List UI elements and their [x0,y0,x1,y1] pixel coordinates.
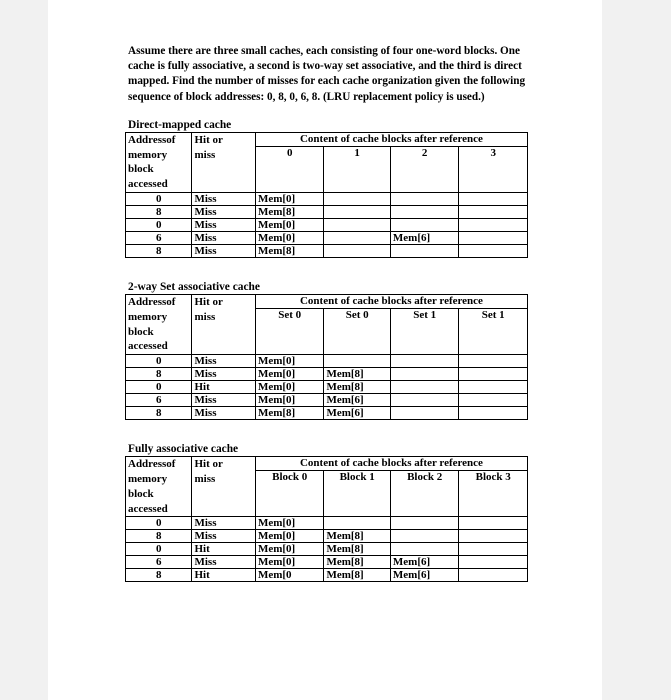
header-address [126,295,192,355]
content-cell [459,193,528,206]
header-hit-or-miss-line: Hit or [194,296,223,308]
hit-miss-cell: Miss [192,530,255,543]
header-address [126,132,192,192]
header-address [126,457,192,517]
content-cell [459,556,528,569]
header-address-line: Addressof [128,458,176,471]
fully-associative-section [128,443,532,582]
content-cell: Mem[8] [324,543,390,556]
content-cell [459,355,528,368]
content-cell: Mem[0] [255,219,324,232]
content-cell: Mem[0] [255,543,324,556]
fully-associative-title: Fully associative cache [128,443,239,456]
hit-miss-cell: Hit [192,543,255,556]
content-cell [459,543,528,556]
content-cell [390,543,459,556]
content-cell: Mem[0] [255,381,324,394]
address-cell: 8 [126,569,192,582]
header-address-line: memory [128,310,168,323]
content-cell [459,530,528,543]
address-cell: 6 [126,556,192,569]
table-row [126,530,528,543]
hit-miss-cell: Miss [192,245,255,258]
hit-miss-cell: Miss [192,517,255,530]
content-cell [390,381,459,394]
document-content [128,44,532,582]
content-cell: Mem[6] [390,232,459,245]
content-cell [324,232,390,245]
content-cell [324,193,390,206]
address-cell: 0 [126,517,192,530]
content-cell [324,206,390,219]
content-cell [324,219,390,232]
header-address-line: block [128,487,154,500]
header-hit-or-miss-line: miss [194,310,216,323]
address-cell: 6 [126,232,192,245]
table-row [126,245,528,258]
hit-miss-cell: Miss [192,219,255,232]
column-label: Block 0 [255,471,324,517]
content-cell [390,193,459,206]
table-row [126,394,528,407]
content-cell: Mem[6] [324,407,390,420]
header-address-line: accessed [128,340,168,353]
header-content: Content of cache blocks after reference [255,457,527,471]
table-row [126,232,528,245]
address-cell: 0 [126,219,192,232]
document-page [48,0,602,700]
column-label: Set 0 [324,309,390,355]
table-row [126,543,528,556]
content-cell: Mem[8] [255,245,324,258]
content-cell: Mem[8] [324,556,390,569]
content-cell: Mem[0] [255,394,324,407]
hit-miss-cell: Miss [192,232,255,245]
hit-miss-cell: Hit [192,569,255,582]
hit-miss-cell: Miss [192,556,255,569]
content-cell [390,368,459,381]
address-cell: 0 [126,355,192,368]
table-row [126,407,528,420]
column-label: 3 [459,147,528,193]
header-address-line: memory [128,472,168,485]
content-cell [390,530,459,543]
header-hit-or-miss [192,295,255,355]
content-cell [390,407,459,420]
hit-miss-cell: Miss [192,368,255,381]
content-cell: Mem[8] [255,407,324,420]
hit-miss-cell: Hit [192,381,255,394]
address-cell: 0 [126,381,192,394]
content-cell [324,245,390,258]
header-address-line: Addressof [128,296,176,308]
address-cell: 8 [126,368,192,381]
column-label: 0 [255,147,324,193]
content-cell: Mem[8] [324,569,390,582]
table-row [126,219,528,232]
hit-miss-cell: Miss [192,394,255,407]
hit-miss-cell: Miss [192,355,255,368]
table-row [126,206,528,219]
address-cell: 0 [126,193,192,206]
content-cell [459,394,528,407]
table-row [126,381,528,394]
content-cell [390,219,459,232]
content-cell: Mem[0 [255,569,324,582]
address-cell: 6 [126,394,192,407]
content-cell: Mem[0] [255,193,324,206]
header-hit-or-miss [192,457,255,517]
direct-mapped-section [128,119,532,258]
two-way-section [128,281,532,420]
column-label: 2 [390,147,459,193]
content-cell: Mem[0] [255,530,324,543]
content-cell [390,394,459,407]
column-label: Block 1 [324,471,390,517]
problem-statement: Assume there are three small caches, each consisting of four one-word blocks. One cache is fully associative, a second is two-way set associative, and the third is direct mapped. Find the number of misses for each cache organization given the following sequence of block addresses: 0, 8, 0, 6, 8. (LRU replacement policy is used.) [128,45,526,103]
content-cell [459,407,528,420]
address-cell: 8 [126,530,192,543]
content-cell: Mem[8] [324,381,390,394]
header-hit-or-miss-line: Hit or [194,458,223,471]
column-label: Block 3 [459,471,528,517]
content-cell: Mem[0] [255,232,324,245]
fully-associative-table [125,456,528,582]
direct-mapped-title: Direct-mapped cache [128,118,232,131]
content-cell: Mem[0] [255,517,324,530]
content-cell [390,206,459,219]
column-label: Set 1 [390,309,459,355]
header-address-line: accessed [128,178,168,191]
content-cell: Mem[8] [324,368,390,381]
header-hit-or-miss-line: miss [194,148,216,161]
hit-miss-cell: Miss [192,206,255,219]
content-cell [459,381,528,394]
content-cell: Mem[6] [390,556,459,569]
table-row [126,556,528,569]
header-address-line: accessed [128,502,168,515]
content-cell [324,517,390,530]
header-address-line: block [128,163,154,176]
address-cell: 8 [126,407,192,420]
content-cell: Mem[8] [324,530,390,543]
address-cell: 8 [126,245,192,258]
header-address-line: memory [128,148,168,161]
content-cell [324,355,390,368]
content-cell: Mem[0] [255,368,324,381]
content-cell [459,206,528,219]
content-cell [390,355,459,368]
table-row [126,355,528,368]
table-row [126,517,528,530]
content-cell: Mem[8] [255,206,324,219]
table-row [126,569,528,582]
direct-mapped-table [125,132,528,258]
header-hit-or-miss-line: miss [194,472,216,485]
content-cell: Mem[6] [390,569,459,582]
header-address-line: block [128,325,154,338]
table-row [126,368,528,381]
two-way-title: 2-way Set associative cache [128,281,260,293]
hit-miss-cell: Miss [192,407,255,420]
content-cell: Mem[0] [255,355,324,368]
table-row [126,193,528,206]
content-cell [390,245,459,258]
content-cell: Mem[6] [324,394,390,407]
column-label: Set 0 [255,309,324,355]
address-cell: 8 [126,206,192,219]
content-cell [459,368,528,381]
content-cell [459,517,528,530]
hit-miss-cell: Miss [192,193,255,206]
content-cell: Mem[0] [255,556,324,569]
column-label: Block 2 [390,471,459,517]
address-cell: 0 [126,543,192,556]
column-label: Set 1 [459,309,528,355]
header-content: Content of cache blocks after reference [255,295,527,309]
header-address-line: Addressof [128,133,176,146]
content-cell [459,245,528,258]
column-label: 1 [324,147,390,193]
header-hit-or-miss [192,132,255,192]
content-cell [459,219,528,232]
two-way-table [125,294,528,420]
content-cell [459,569,528,582]
header-content: Content of cache blocks after reference [255,132,527,146]
content-cell [459,232,528,245]
header-hit-or-miss-line: Hit or [194,133,223,146]
content-cell [390,517,459,530]
